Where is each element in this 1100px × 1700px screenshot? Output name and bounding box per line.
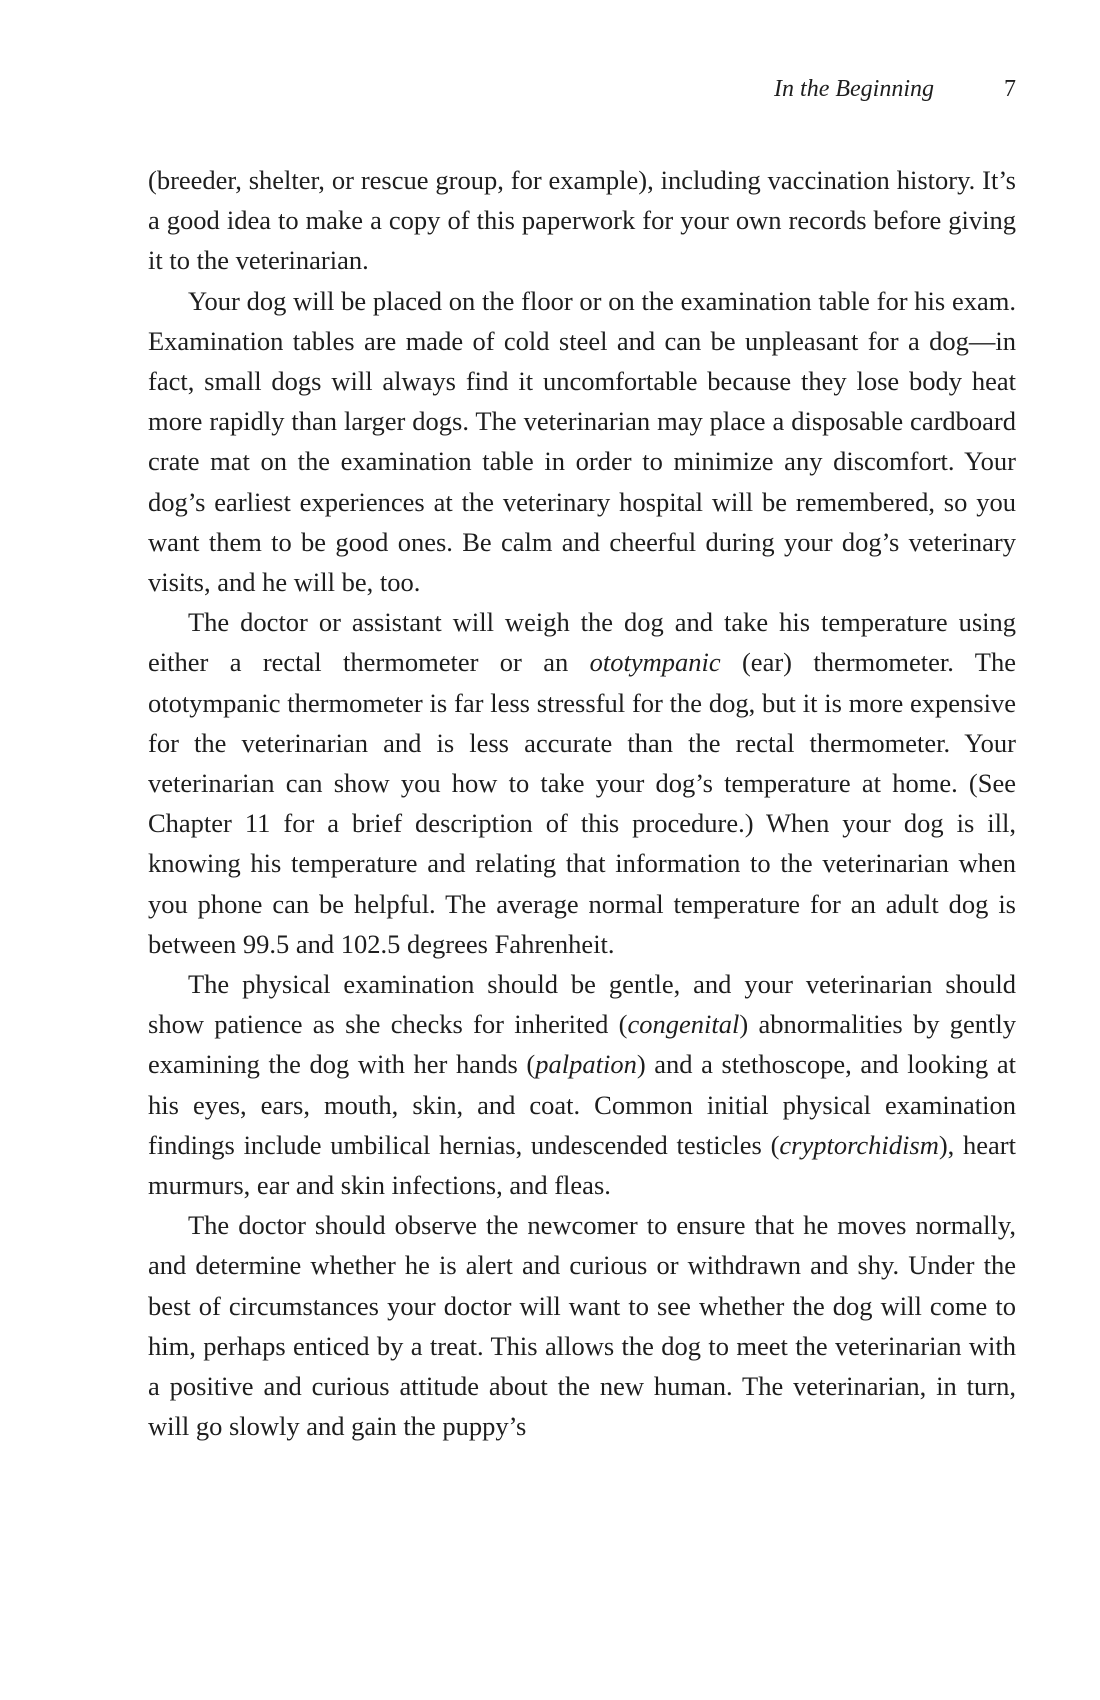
text-segment: (breeder, shelter, or rescue group, for example), including vaccination history. It’s a good idea to make a copy of this paperwork for your own records before giving it to the veterinarian. — [148, 165, 1016, 276]
text-segment: The doctor or assistant will weigh the dog and take his temperature using either a rectal thermometer or an — [148, 607, 1016, 678]
term-ototympanic: ototympanic — [589, 647, 721, 678]
running-head — [148, 72, 1016, 106]
text-segment: ) abnormalities by gently examining the dog with her hands ( — [148, 1009, 1016, 1080]
paragraph-4 — [148, 964, 1016, 1205]
text-segment: ) and a stethoscope, and looking at his eyes, ears, mouth, skin, and coat. Common initial physical examination findings include umbilical hernias, undescended testicles ( — [148, 1049, 1016, 1160]
text-segment: (ear) thermometer. The ototympanic thermometer is far less stressful for the dog, but it is more expensive for the veterinarian and is less accurate than the rectal thermometer. Your veterinarian can show you how to take your dog’s temperature at home. (See Chapter 11 for a brief description of this procedure.) When your dog is ill, knowing his temperature and relating that information to the veterinarian when you phone can be helpful. The average normal temperature for an adult dog is between 99.5 and 102.5 degrees Fahrenheit. — [148, 647, 1016, 959]
text-segment: The physical examination should be gentle, and your veterinarian should show patience as she checks for inherited ( — [148, 969, 1016, 1040]
paragraph-1 — [148, 160, 1016, 281]
page-number: 7 — [1004, 76, 1016, 102]
paragraph-3 — [148, 602, 1016, 964]
running-title: In the Beginning — [774, 76, 934, 102]
text-segment: Your dog will be placed on the floor or on the examination table for his exam. Examination tables are made of cold steel and can be unpleasant for a dog—in fact, small dogs will always find it uncomfortable because they lose body heat more rapidly than larger dogs. The veterinarian may place a disposable cardboard crate mat on the examination table in order to minimize any discomfort. Your dog’s earliest experiences at the veterinary hospital will be remembered, so you want them to be good ones. Be calm and cheerful during your dog’s veterinary visits, and he will be, too. — [148, 285, 1016, 598]
text-segment: ), heart murmurs, ear and skin infections, and fleas. — [148, 1129, 1016, 1201]
term-cryptorchidism: cryptorchidism — [779, 1129, 939, 1160]
paragraph-2 — [148, 281, 1016, 603]
term-palpation: palpation — [535, 1049, 637, 1080]
term-congenital: congenital — [627, 1009, 740, 1040]
paragraph-5 — [148, 1205, 1016, 1446]
body-text — [148, 160, 1016, 1447]
text-segment: The doctor should observe the newcomer to ensure that he moves normally, and determine whether he is alert and curious or withdrawn and shy. Under the best of circumstances your doctor will want to see whether the dog will come to him, perhaps enticed by a treat. This allows the dog to meet the veterinarian with a positive and curious attitude about the new human. The veterinarian, in turn, will go slowly and gain the puppy’s — [148, 1210, 1016, 1442]
